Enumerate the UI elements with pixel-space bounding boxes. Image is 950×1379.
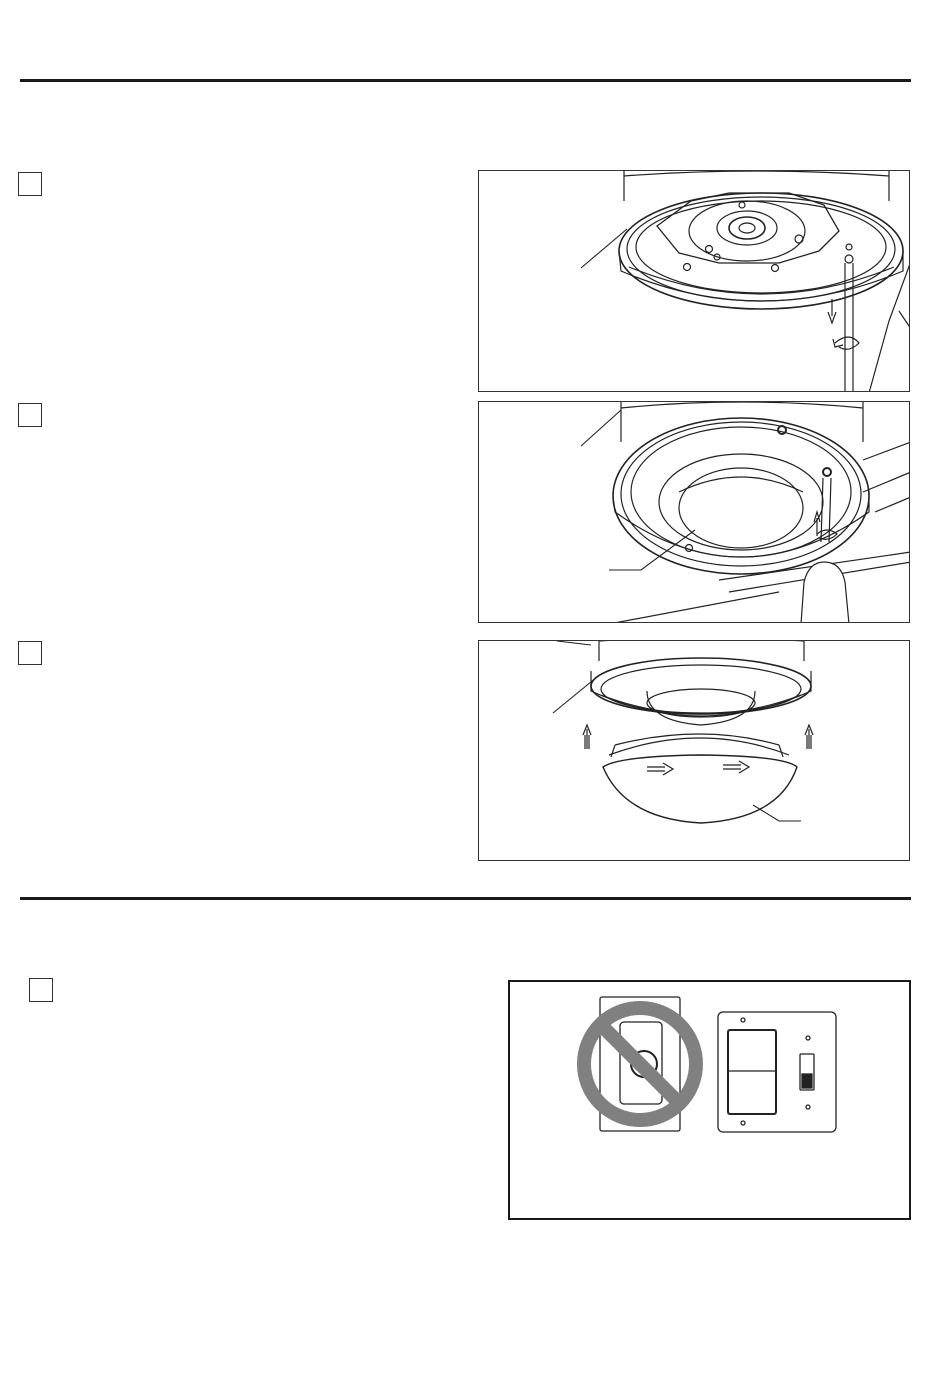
step-8-checkbox[interactable] bbox=[29, 978, 53, 1002]
figure-5-remove-screw bbox=[478, 170, 910, 392]
figure-6-assemble-light-kit bbox=[478, 401, 910, 623]
section-middle-rule bbox=[20, 897, 911, 900]
section-top-rule bbox=[20, 79, 911, 82]
figure-7-attach-glass bbox=[478, 640, 910, 861]
step-7-checkbox[interactable] bbox=[18, 641, 42, 665]
figure-wall-control bbox=[508, 980, 911, 1220]
step-5-checkbox[interactable] bbox=[18, 172, 42, 196]
prohibited-icon bbox=[584, 1008, 696, 1120]
step-6-checkbox[interactable] bbox=[18, 403, 42, 427]
